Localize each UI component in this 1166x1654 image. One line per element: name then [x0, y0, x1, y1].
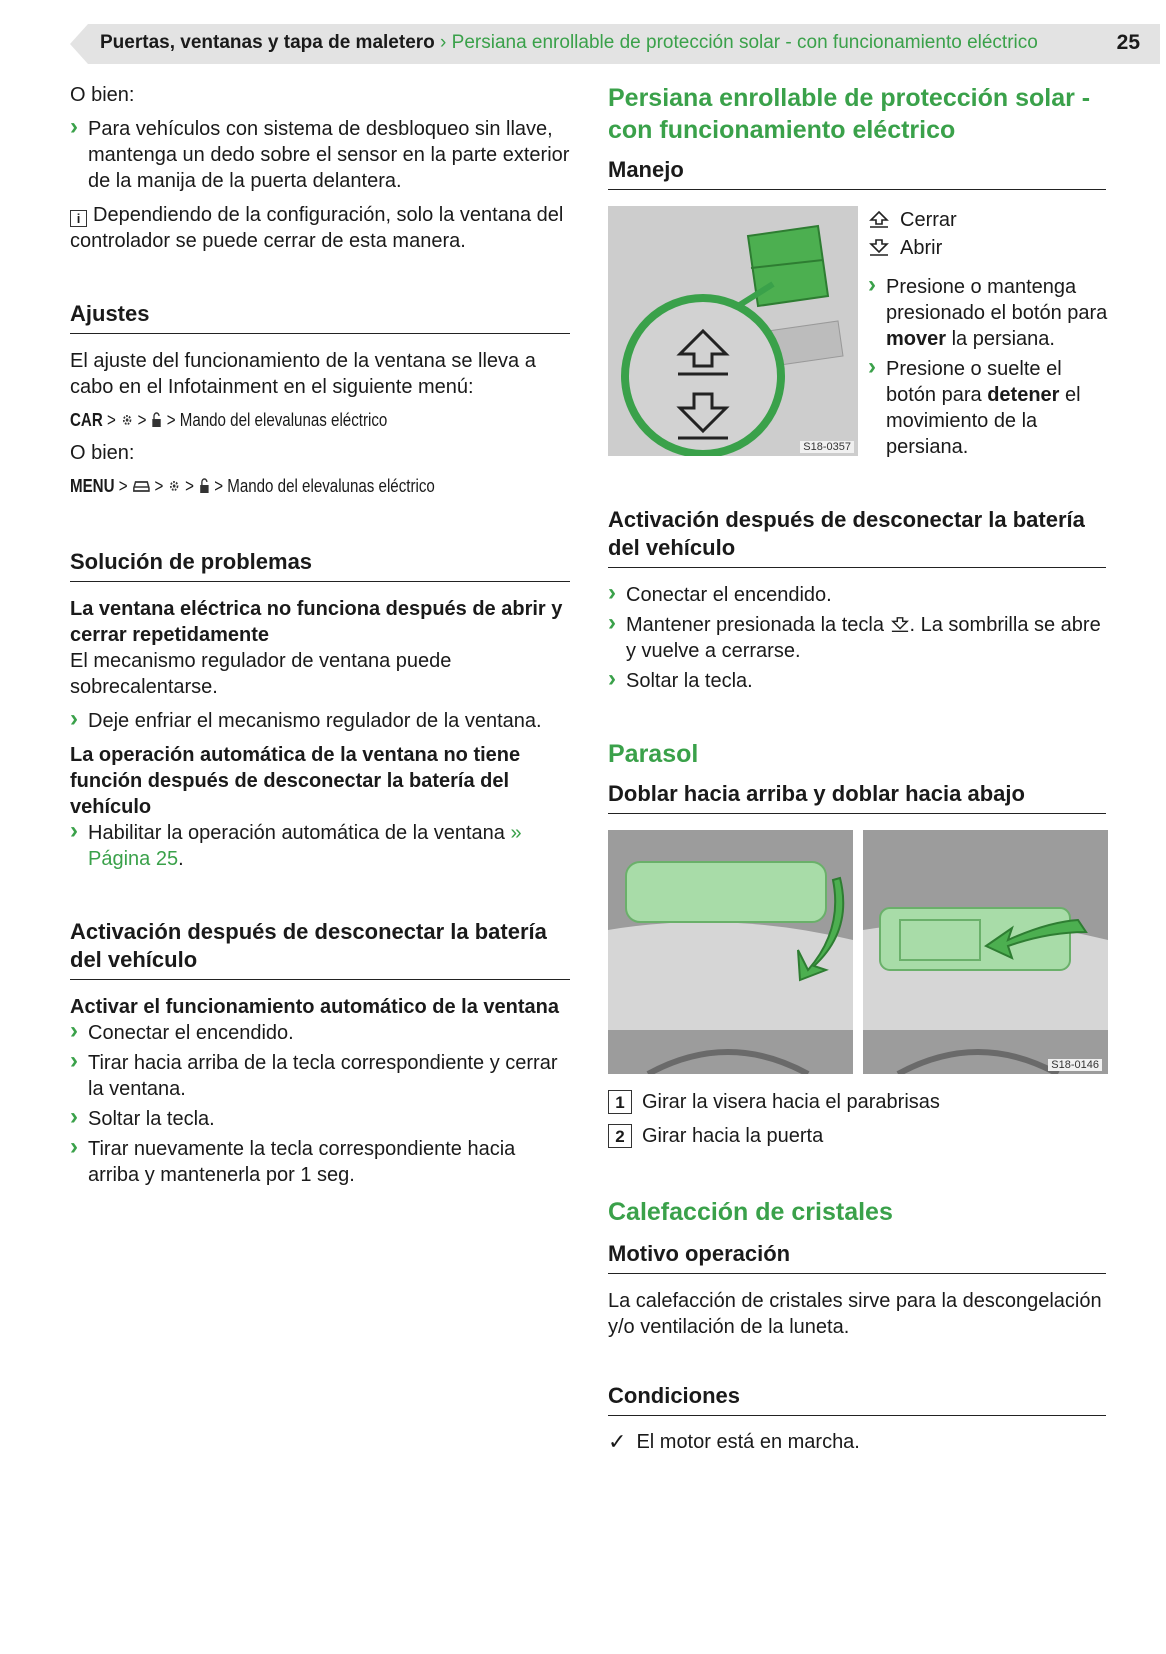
step-item: › Soltar la tecla. [608, 668, 1106, 694]
sunshade-button-figure [608, 206, 858, 456]
legend-close [868, 206, 1108, 234]
manejo-bullet-1-bold: mover [886, 328, 947, 350]
step-item: › Tirar nuevamente la tecla correspondiente hacia arriba y mantenerla por 1 seg. [70, 1136, 570, 1188]
problem-1-title: La ventana eléctrica no funciona después de abrir y cerrar repetidamente [70, 598, 563, 646]
period: . [178, 848, 184, 870]
activacion-right-heading: Activación después de desconectar la batería del vehículo [608, 506, 1106, 568]
manejo-bullet-2-end: el movimiento de la persiana. [886, 384, 1081, 458]
menu-path-menu [70, 474, 490, 498]
parasol-figure [608, 830, 1106, 1074]
problemas-heading: Solución de problemas [70, 548, 570, 582]
section-title-calefaccion: Calefacción de cristales [608, 1198, 893, 1226]
path-separator: > [166, 410, 176, 430]
path-separator: > [214, 476, 224, 496]
open-arrow-down-icon [890, 616, 910, 634]
manejo-bullet-2 [868, 356, 1108, 460]
left-column [70, 82, 570, 1188]
problem-2-bullet-text: Habilitar la operación automática de la ventana [88, 822, 505, 844]
number-badge: 2 [608, 1124, 632, 1148]
problem-1-bullet: › Deje enfriar el mecanismo regulador de la ventana. [70, 708, 570, 734]
checkmark-icon: ✓ [608, 1429, 627, 1454]
manejo-bullet-1-end: la persiana. [946, 328, 1055, 350]
lock-icon [198, 478, 210, 494]
problem-1-text: El mecanismo regulador de ventana puede sobrecalentarse. [70, 650, 452, 698]
car-label: CAR [70, 410, 103, 430]
menu-path-car [70, 408, 490, 432]
settings-gear-icon [168, 478, 181, 494]
legend-open-text: Abrir [900, 237, 943, 259]
numbered-item-text: Girar hacia la puerta [642, 1125, 824, 1147]
breadcrumb-section: Puertas, ventanas y tapa de maletero [100, 32, 435, 53]
ajustes-text: El ajuste del funcionamiento de la ventana se lleva a cabo en el Infotainment en el siguiente menú: [70, 350, 536, 398]
ajustes-heading: Ajustes [70, 300, 570, 334]
right-column [608, 82, 1106, 1456]
manejo-legend [868, 206, 1108, 460]
manejo-bullet-2-text: Presione o suelte el botón para [886, 358, 1062, 406]
motivo-text: La calefacción de cristales sirve para la descongelación y/o ventilación de la luneta. [608, 1290, 1102, 1338]
manejo-bullet-2-bold: detener [987, 384, 1060, 406]
info-note-text: Dependiendo de la configuración, solo la ventana del controlador se puede cerrar de esta manera. [70, 204, 564, 252]
info-icon: i [70, 210, 87, 227]
menu-label: MENU [70, 476, 115, 496]
path-separator: > [137, 410, 147, 430]
breadcrumb-subsection[interactable]: Persiana enrollable de protección solar - con funcionamiento eléctrico [451, 32, 1038, 53]
page-link[interactable]: » Página 25 [88, 822, 522, 870]
condition-item [608, 1428, 1106, 1456]
intro-bullet: › Para vehículos con sistema de desbloqueo sin llave, mantenga un dedo sobre el sensor en la parte exterior de la manija de la puerta delantera. [70, 116, 570, 194]
manejo-block [608, 206, 1106, 466]
manejo-bullet-1-text: Presione o mantenga presionado el botón para [886, 276, 1108, 324]
activacion-left-subtitle: Activar el funcionamiento automático de la ventana [70, 996, 560, 1018]
parasol-heading: Doblar hacia arriba y doblar hacia abajo [608, 780, 1106, 814]
number-badge: 1 [608, 1090, 632, 1114]
step-item: › Soltar la tecla. [70, 1106, 570, 1132]
car-icon [132, 479, 150, 493]
manejo-heading: Manejo [608, 156, 1106, 190]
numbered-item [608, 1122, 1106, 1150]
step-item: › Conectar el encendido. [70, 1020, 570, 1046]
path-separator: > [154, 476, 164, 496]
condition-text: El motor está en marcha. [636, 1431, 860, 1453]
or-text: O bien: [70, 442, 135, 464]
path-separator: > [106, 410, 116, 430]
section-title-parasol: Parasol [608, 740, 699, 768]
sun-visor-illustration [608, 830, 1108, 1074]
problem-2-bullet [70, 820, 570, 872]
info-note [70, 202, 570, 254]
section-title-persiana: Persiana enrollable de protección solar - con funcionamiento eléctrico [608, 84, 1091, 144]
motivo-heading: Motivo operación [608, 1240, 1106, 1274]
path-item: Mando del elevalunas eléctrico [179, 410, 388, 430]
figure-code: S18-0146 [1048, 1059, 1102, 1071]
step-item [608, 612, 1106, 664]
breadcrumb [100, 32, 1038, 54]
lock-icon [151, 412, 163, 428]
step-item: › Tirar hacia arriba de la tecla correspondiente y cerrar la ventana. [70, 1050, 570, 1102]
path-item: Mando del elevalunas eléctrico [227, 476, 435, 496]
step-text-end: . La sombrilla se abre y vuelve a cerrarse. [626, 614, 1101, 662]
step-text: Mantener presionada la tecla [626, 614, 890, 636]
figure-code: S18-0357 [800, 441, 854, 453]
path-separator: > [185, 476, 195, 496]
step-item: › Conectar el encendido. [608, 582, 1106, 608]
legend-open [868, 234, 1108, 262]
condiciones-heading: Condiciones [608, 1382, 1106, 1416]
breadcrumb-separator: › [440, 32, 447, 53]
path-separator: > [118, 476, 128, 496]
close-arrow-up-icon [868, 210, 890, 230]
page-number: 25 [1116, 31, 1140, 54]
numbered-item-text: Girar la visera hacia el parabrisas [642, 1091, 940, 1113]
open-arrow-down-icon [868, 238, 890, 258]
intro-text: O bien: [70, 84, 135, 106]
activacion-left-heading: Activación después de desconectar la batería del vehículo [70, 918, 570, 980]
numbered-item [608, 1088, 1106, 1116]
sunshade-button-illustration [608, 206, 858, 456]
settings-gear-icon [120, 412, 133, 428]
legend-close-text: Cerrar [900, 209, 957, 231]
problem-2-title: La operación automática de la ventana no tiene función después de desconectar la batería del vehículo [70, 744, 521, 818]
manejo-bullet-1 [868, 274, 1108, 352]
